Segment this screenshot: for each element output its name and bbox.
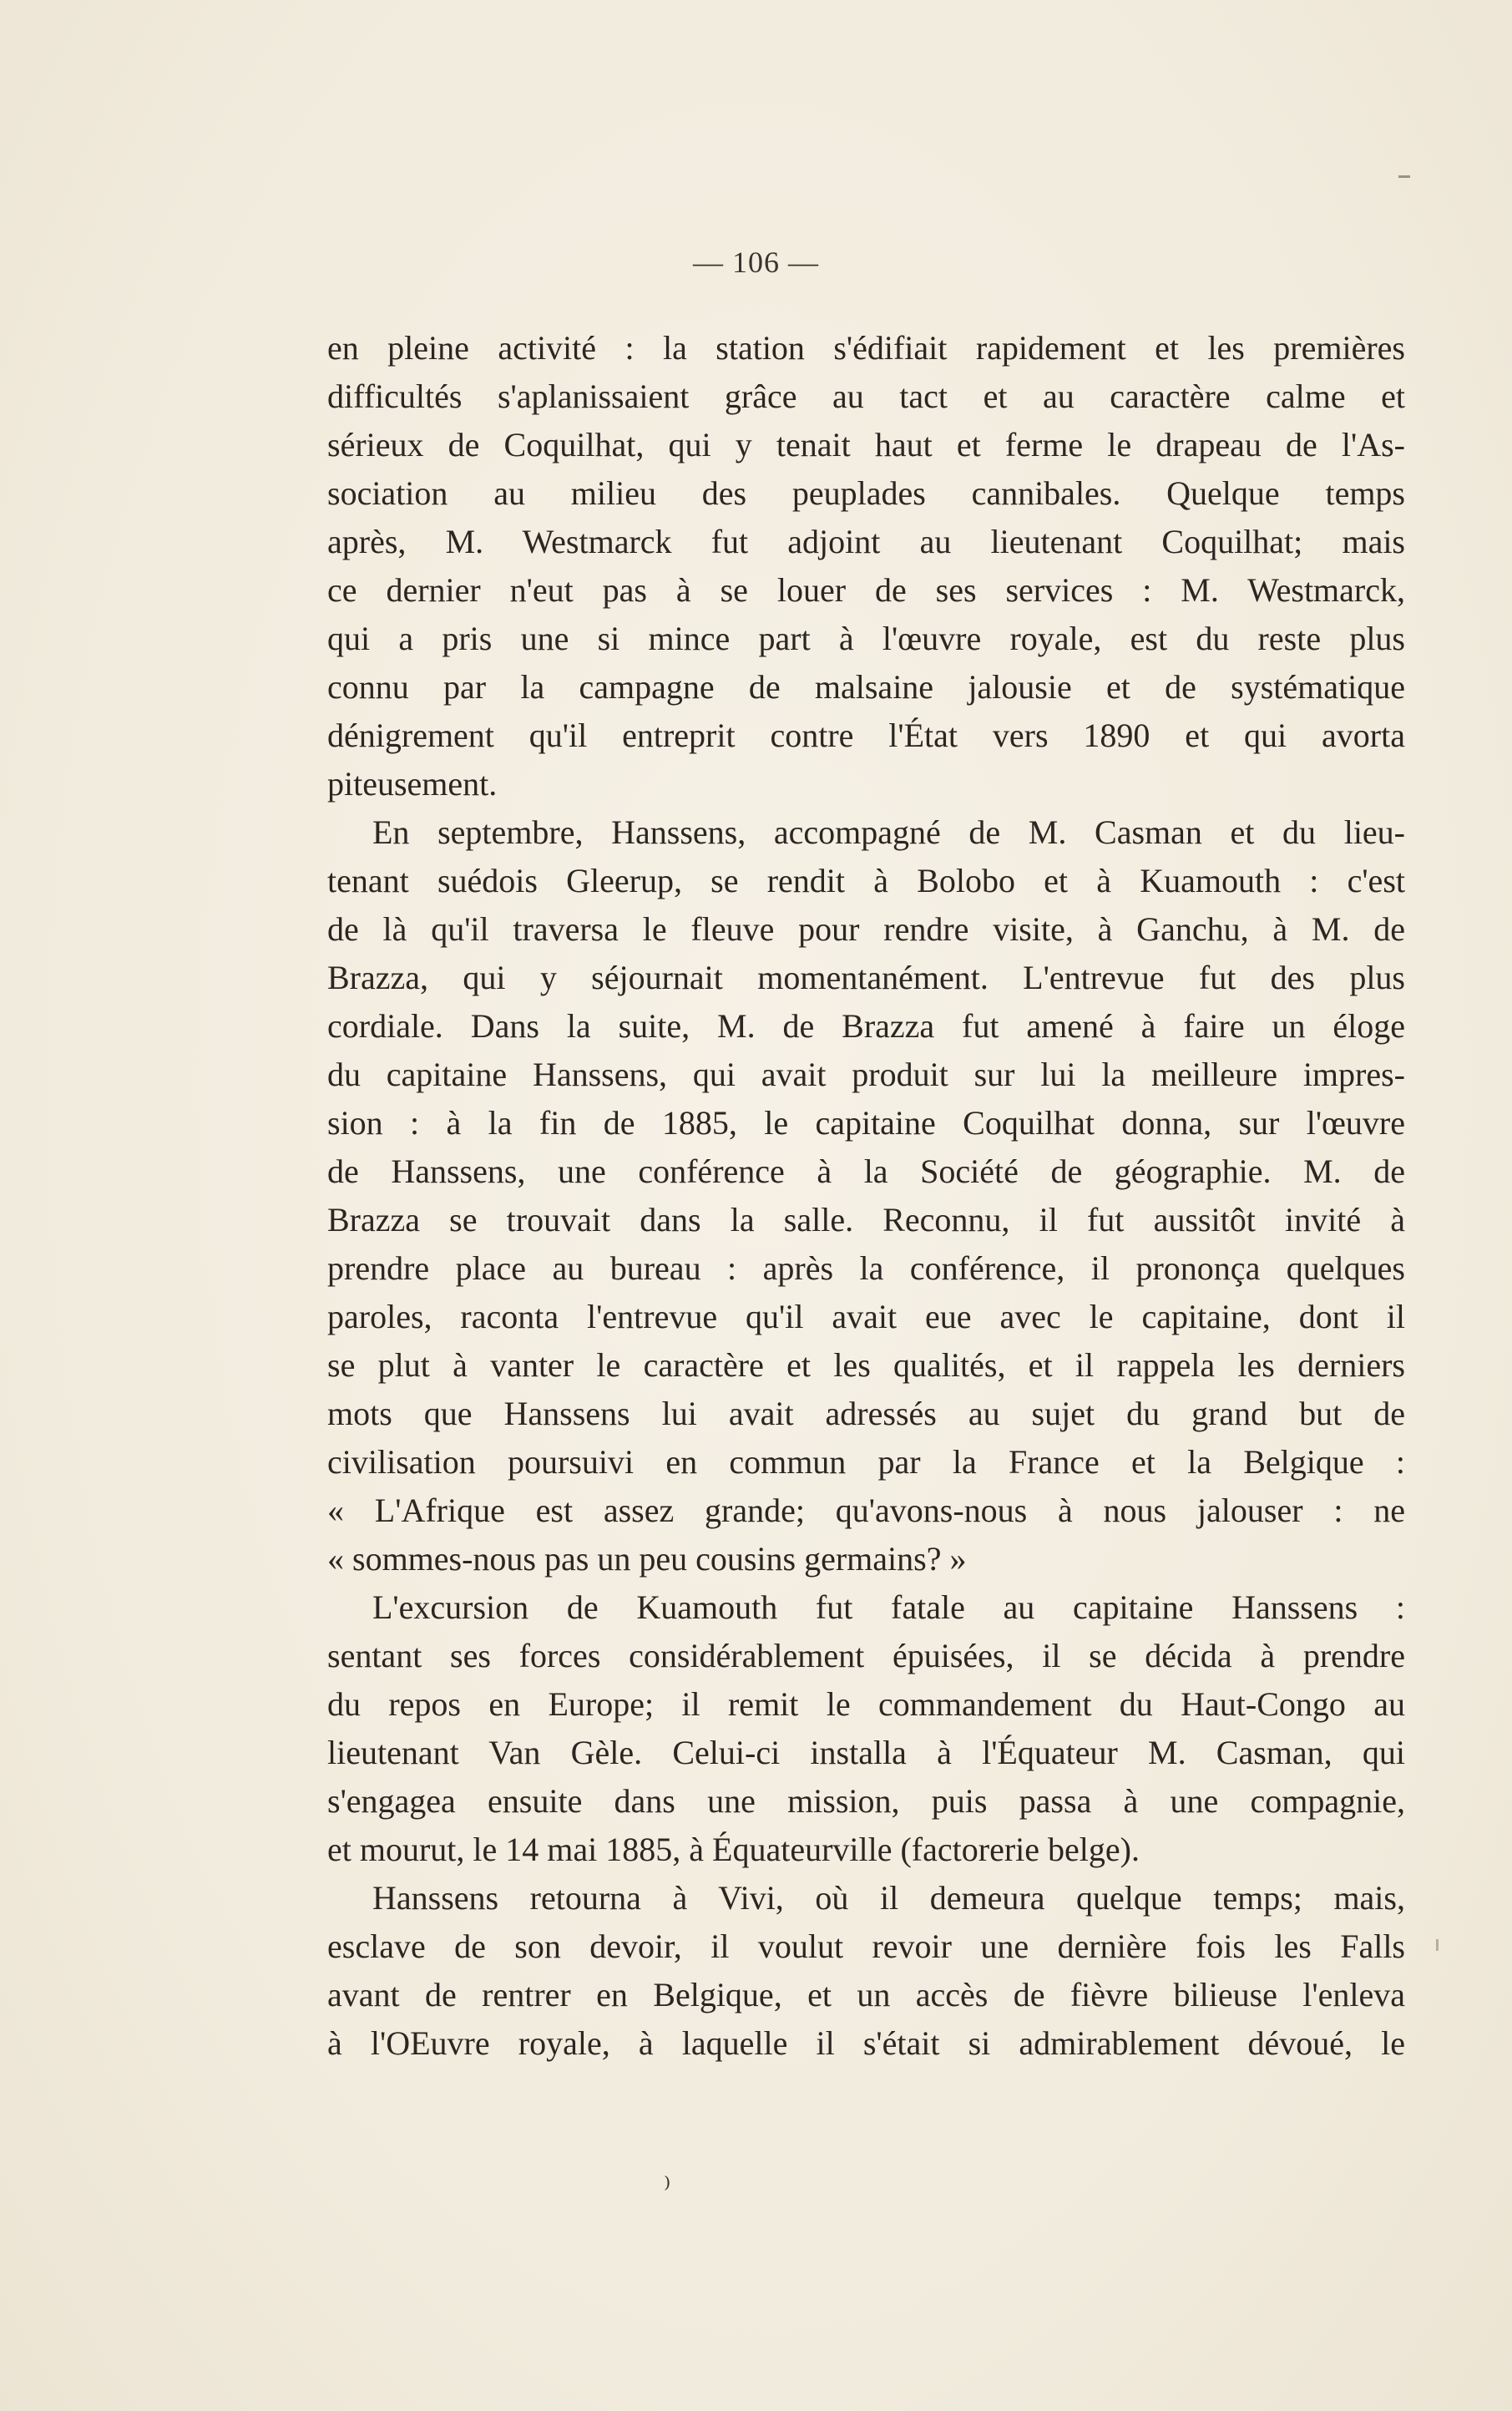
text-line: ce dernier n'eut pas à se louer de ses services : M. Westmarck, [327,571,1405,609]
text-line: tenant suédois Gleerup, se rendit à Bolobo et à Kuamouth : c'est [327,862,1405,899]
text-line: se plut à vanter le caractère et les qualités, et il rappela les derniers [327,1346,1405,1384]
text-line: de là qu'il traversa le fleuve pour rendre visite, à Ganchu, à M. de [327,910,1405,948]
text-line: esclave de son devoir, il voulut revoir une dernière fois les Falls [327,1927,1405,1965]
text-line: s'engagea ensuite dans une mission, puis passa à une compagnie, [327,1782,1405,1820]
text-line: Brazza, qui y séjournait momentanément. L'entrevue fut des plus [327,959,1405,996]
text-line: L'excursion de Kuamouth fut fatale au capitaine Hanssens : [372,1588,1405,1626]
text-line: Brazza se trouvait dans la salle. Reconnu, il fut aussitôt invité à [327,1201,1405,1238]
text-line: avant de rentrer en Belgique, et un accès de fièvre bilieuse l'enleva [327,1976,1405,2013]
text-line: piteusement. [327,765,498,803]
text-line: sociation au milieu des peuplades cannibales. Quelque temps [327,474,1405,512]
text-line: civilisation poursuivi en commun par la France et la Belgique : [327,1443,1405,1481]
text-line: prendre place au bureau : après la conférence, il prononça quelques [327,1249,1405,1287]
text-line: « sommes-nous pas un peu cousins germains? » [327,1540,967,1578]
text-line: de Hanssens, une conférence à la Société de géographie. M. de [327,1152,1405,1190]
text-line: à l'OEuvre royale, à laquelle il s'était si admirablement dévoué, le [327,2024,1405,2062]
text-line: connu par la campagne de malsaine jalousie et de systématique [327,668,1405,706]
margin-mark [1398,175,1410,178]
text-line: lieutenant Van Gèle. Celui-ci installa à l'Équateur M. Casman, qui [327,1734,1405,1771]
text-line: Hanssens retourna à Vivi, où il demeura quelque temps; mais, [372,1879,1405,1917]
text-line: et mourut, le 14 mai 1885, à Équateurville (factorerie belge). [327,1831,1140,1868]
text-line: « L'Afrique est assez grande; qu'avons-nous à nous jalouser : ne [327,1492,1405,1529]
text-line: après, M. Westmarck fut adjoint au lieutenant Coquilhat; mais [327,523,1405,560]
text-line: difficultés s'aplanissaient grâce au tact et au caractère calme et [327,377,1405,415]
text-line: dénigrement qu'il entreprit contre l'État vers 1890 et qui avorta [327,717,1405,754]
text-line: sion : à la fin de 1885, le capitaine Coquilhat donna, sur l'œuvre [327,1104,1405,1142]
text-line: cordiale. Dans la suite, M. de Brazza fut amené à faire un éloge [327,1007,1405,1045]
text-line: qui a pris une si mince part à l'œuvre royale, est du reste plus [327,620,1405,657]
text-line: du capitaine Hanssens, qui avait produit sur lui la meilleure impres- [327,1056,1405,1093]
text-line: sérieux de Coquilhat, qui y tenait haut et ferme le drapeau de l'As- [327,426,1405,463]
page-number: — 106 — [693,246,819,279]
bottom-mark: ⁾ [664,2173,671,2204]
body-text [327,324,1405,2068]
text-line: du repos en Europe; il remit le commandement du Haut-Congo au [327,1685,1405,1723]
text-line: sentant ses forces considérablement épuisées, il se décida à prendre [327,1637,1405,1674]
margin-mark [1436,1939,1439,1951]
text-line: en pleine activité : la station s'édifiait rapidement et les premières [327,329,1405,367]
text-line: mots que Hanssens lui avait adressés au sujet du grand but de [327,1395,1405,1432]
text-line: paroles, raconta l'entrevue qu'il avait eue avec le capitaine, dont il [327,1298,1405,1335]
text-line: En septembre, Hanssens, accompagné de M. Casman et du lieu- [372,813,1405,851]
